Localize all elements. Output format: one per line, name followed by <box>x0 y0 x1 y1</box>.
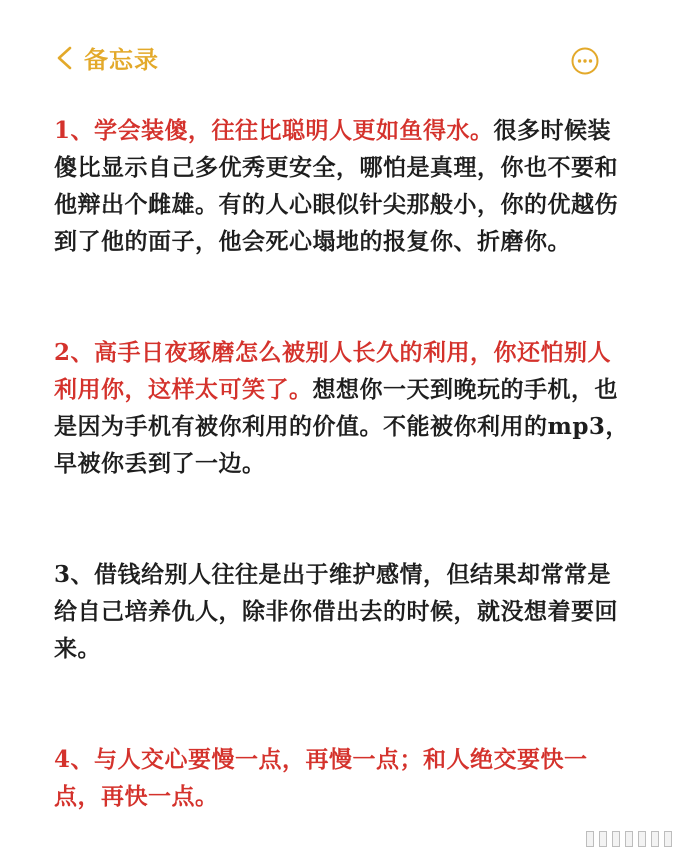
note-item-3 <box>54 556 634 667</box>
item-highlight: 2、高手日夜琢磨怎么被别人长久的利用，你还怕别人利用你，这样太可笑了。 <box>54 339 612 403</box>
note-body[interactable] <box>54 112 634 815</box>
top-bar <box>0 0 690 120</box>
chevron-left-icon <box>52 44 80 72</box>
item-highlight: 4、与人交心要慢一点，再慢一点；和人绝交要快一点，再快一点。 <box>54 746 588 810</box>
item-text: 想想你一天到晚玩的手机，也是因为手机有被你利用的价值。不能被你利用的mp3，早被你丢到了一边。 <box>54 376 629 477</box>
back-label: 备忘录 <box>84 46 159 74</box>
note-item-1 <box>54 112 634 260</box>
item-text: 很多时候装傻比显示自己多优秀更安全，哪怕是真理，你也不要和他辩出个雌雄。有的人心眼似针尖那般小，你的优越伤到了他的面子，他会死心塌地的报复你、折磨你。 <box>54 117 618 255</box>
back-button[interactable] <box>52 40 159 75</box>
note-item-2 <box>54 334 634 482</box>
watermark <box>586 831 672 847</box>
item-highlight: 1、学会装傻，往往比聪明人更如鱼得水。 <box>54 117 494 144</box>
note-item-4 <box>54 741 634 815</box>
ellipsis-circle-icon[interactable] <box>570 46 600 76</box>
item-text: 3、借钱给别人往往是出于维护感情，但结果却常常是给自己培养仇人，除非你借出去的时候，就没想着要回来。 <box>54 561 618 662</box>
